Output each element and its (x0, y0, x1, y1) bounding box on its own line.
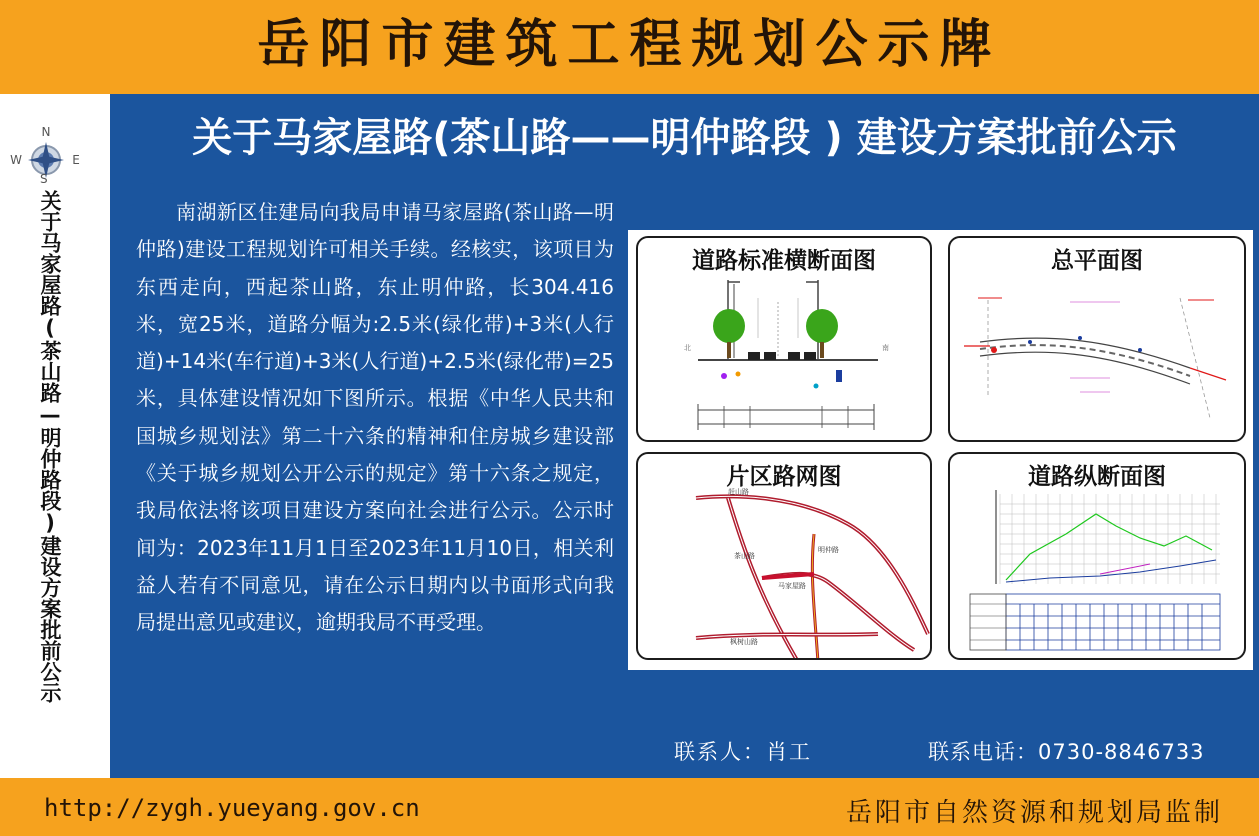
plan-drawing (950, 238, 1246, 442)
profile-figure (948, 452, 1246, 660)
network-label-majiawu: 马家屋路 (778, 582, 806, 590)
notice-body: 南湖新区住建局向我局申请马家屋路(茶山路—明仲路)建设工程规划许可相关手续。经核实，该项目为东西走向，西起茶山路，东止明仲路，长304.416米，宽25米，道路分幅为:2.5米(绿化带)+3米(人行道)+14米(车行道)+3米(人行道)+2.5米(绿化带)=25米，具体建设情况如下图所示。根据《中华人民共和国城乡规划法》第二十六条的精神和住房城乡建设部《关于城乡规划公开公示的规定》第十六条之规定，我局依法将该项目建设方案向社会进行公示。公示时间为：2023年11月1日至2023年11月10日，相关利益人若有不同意见，请在公示日期内以书面形式向我局提出意见或建议，逾期我局不再受理。 (136, 200, 614, 635)
vertical-title: 关于马家屋路(茶山路—明仲路段)建设方案批前公示 (38, 190, 62, 703)
footer-bar (0, 778, 1259, 836)
network-label-ganshan: 赶山路 (728, 488, 749, 496)
network-label-chashan: 茶山路 (734, 552, 755, 560)
compass-w: W (10, 153, 22, 167)
contact-phone: 联系电话：0730-8846733 (928, 740, 1205, 764)
board-title: 岳阳市建筑工程规划公示牌 (257, 15, 1002, 75)
compass-n: N (41, 125, 51, 139)
top-banner (0, 0, 1259, 94)
contact-person: 联系人：肖工 (674, 740, 812, 764)
plan-title: 总平面图 (1051, 248, 1143, 274)
cross-section-drawing (638, 238, 932, 442)
cross-section-north-label: 北 (684, 344, 691, 352)
profile-drawing (950, 454, 1246, 660)
plan-figure (948, 236, 1246, 442)
notice-title: 关于马家屋路(茶山路——明仲路段 ) 建设方案批前公示 (192, 115, 1177, 161)
compass-s: S (40, 172, 48, 186)
compass-e: E (72, 153, 80, 167)
cross-section-figure (636, 236, 932, 442)
profile-title: 道路纵断面图 (1028, 464, 1166, 490)
website-link[interactable]: http://zygh.yueyang.gov.cn (44, 794, 420, 822)
supervisor-text: 岳阳市自然资源和规划局监制 (845, 798, 1223, 828)
network-drawing (638, 454, 932, 660)
cross-section-title: 道路标准横断面图 (692, 248, 876, 274)
network-figure (636, 452, 932, 660)
left-strip (0, 94, 110, 778)
network-label-mingzhong: 明仲路 (818, 546, 839, 554)
network-label-fengshushan: 枫树山路 (730, 638, 758, 646)
network-title: 片区路网图 (726, 464, 842, 490)
cross-section-south-label: 南 (882, 344, 889, 352)
compass-icon (8, 102, 82, 182)
figure-panel (628, 230, 1253, 670)
main-panel (110, 94, 1259, 778)
